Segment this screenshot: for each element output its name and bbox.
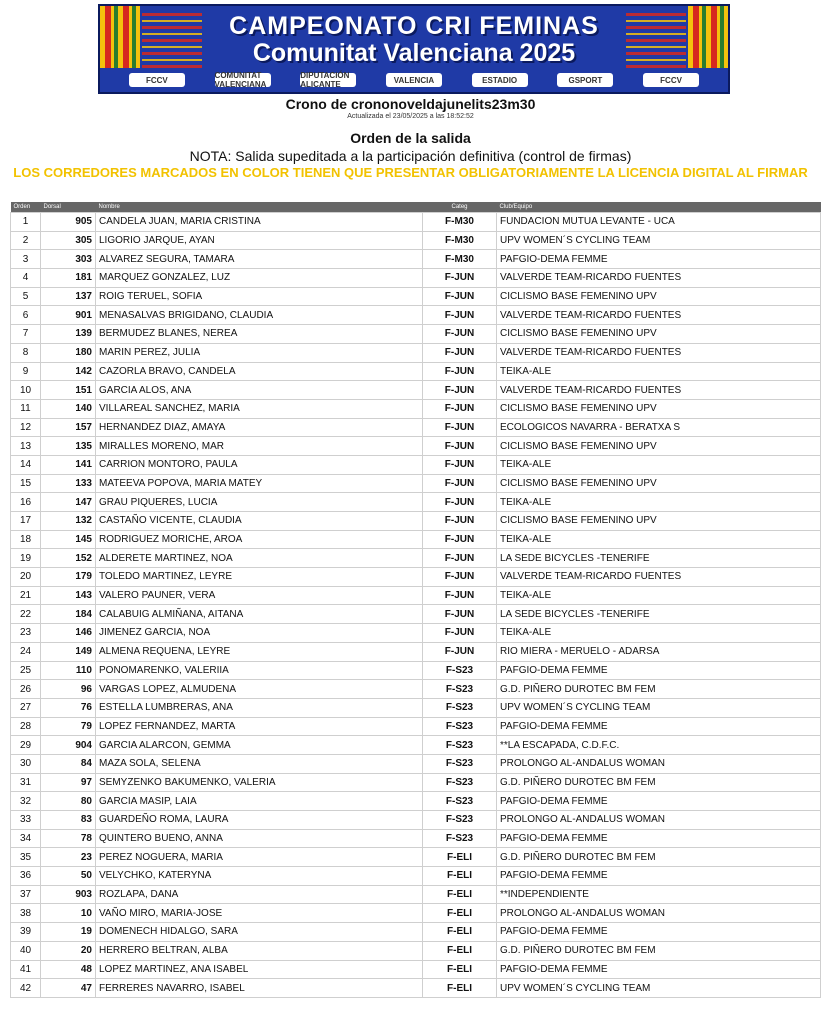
cell-categ: F-JUN <box>423 306 497 325</box>
cell-nombre: CARRION MONTORO, PAULA <box>96 455 423 474</box>
cell-orden: 31 <box>11 773 41 792</box>
cell-club: LA SEDE BICYCLES -TENERIFE <box>497 605 821 624</box>
cell-club: G.D. PIÑERO DUROTEC BM FEM <box>497 848 821 867</box>
table-row <box>11 829 821 848</box>
cell-club: TEIKA-ALE <box>497 624 821 643</box>
cell-nombre: PEREZ NOGUERA, MARIA <box>96 848 423 867</box>
sponsor-bar <box>100 68 728 92</box>
cell-nombre: PONOMARENKO, VALERIIA <box>96 661 423 680</box>
cell-orden: 36 <box>11 867 41 886</box>
cell-club: TEIKA-ALE <box>497 530 821 549</box>
cell-nombre: QUINTERO BUENO, ANNA <box>96 829 423 848</box>
table-row <box>11 736 821 755</box>
table-row <box>11 568 821 587</box>
table-row <box>11 698 821 717</box>
cell-club: **INDEPENDIENTE <box>497 885 821 904</box>
cell-orden: 15 <box>11 474 41 493</box>
table-row <box>11 754 821 773</box>
cell-club: TEIKA-ALE <box>497 362 821 381</box>
cell-categ: F-ELI <box>423 923 497 942</box>
cell-nombre: DOMENECH HIDALGO, SARA <box>96 923 423 942</box>
cell-categ: F-S23 <box>423 811 497 830</box>
cell-dorsal: 47 <box>41 979 96 998</box>
cell-orden: 38 <box>11 904 41 923</box>
cell-nombre: GUARDEÑO ROMA, LAURA <box>96 811 423 830</box>
cell-nombre: ALDERETE MARTINEZ, NOA <box>96 549 423 568</box>
cell-nombre: MARQUEZ GONZALEZ, LUZ <box>96 269 423 288</box>
cell-nombre: HERRERO BELTRAN, ALBA <box>96 941 423 960</box>
cell-orden: 14 <box>11 455 41 474</box>
cell-categ: F-S23 <box>423 754 497 773</box>
table-row <box>11 960 821 979</box>
cell-categ: F-ELI <box>423 867 497 886</box>
cell-nombre: GARCIA MASIP, LAIA <box>96 792 423 811</box>
cell-club: PAFGIO-DEMA FEMME <box>497 923 821 942</box>
table-row <box>11 493 821 512</box>
cell-dorsal: 84 <box>41 754 96 773</box>
cell-club: TEIKA-ALE <box>497 455 821 474</box>
cell-club: PAFGIO-DEMA FEMME <box>497 661 821 680</box>
cell-dorsal: 141 <box>41 455 96 474</box>
cell-nombre: LOPEZ FERNANDEZ, MARTA <box>96 717 423 736</box>
table-row <box>11 773 821 792</box>
cell-club: UPV WOMEN´S CYCLING TEAM <box>497 979 821 998</box>
cell-orden: 42 <box>11 979 41 998</box>
cell-club: PAFGIO-DEMA FEMME <box>497 829 821 848</box>
cell-club: PROLONGO AL-ANDALUS WOMAN <box>497 811 821 830</box>
cell-nombre: VILLAREAL SANCHEZ, MARIA <box>96 399 423 418</box>
cell-orden: 41 <box>11 960 41 979</box>
cell-nombre: CASTAÑO VICENTE, CLAUDIA <box>96 512 423 531</box>
cell-dorsal: 179 <box>41 568 96 587</box>
table-row <box>11 381 821 400</box>
table-row <box>11 306 821 325</box>
cell-orden: 25 <box>11 661 41 680</box>
table-row <box>11 661 821 680</box>
cell-club: G.D. PIÑERO DUROTEC BM FEM <box>497 773 821 792</box>
column-header-dorsal: Dorsal <box>41 202 96 213</box>
cell-dorsal: 139 <box>41 325 96 344</box>
cell-orden: 37 <box>11 885 41 904</box>
table-row <box>11 231 821 250</box>
cell-orden: 28 <box>11 717 41 736</box>
cell-club: VALVERDE TEAM-RICARDO FUENTES <box>497 306 821 325</box>
table-row <box>11 680 821 699</box>
cell-categ: F-M30 <box>423 231 497 250</box>
cell-nombre: VALERO PAUNER, VERA <box>96 586 423 605</box>
cell-orden: 34 <box>11 829 41 848</box>
cell-club: G.D. PIÑERO DUROTEC BM FEM <box>497 680 821 699</box>
cell-orden: 10 <box>11 381 41 400</box>
cell-categ: F-JUN <box>423 437 497 456</box>
cell-club: G.D. PIÑERO DUROTEC BM FEM <box>497 941 821 960</box>
cell-club: PAFGIO-DEMA FEMME <box>497 792 821 811</box>
cell-categ: F-ELI <box>423 960 497 979</box>
cell-orden: 3 <box>11 250 41 269</box>
cell-categ: F-S23 <box>423 661 497 680</box>
cell-categ: F-ELI <box>423 904 497 923</box>
cell-club: UPV WOMEN´S CYCLING TEAM <box>497 698 821 717</box>
sponsor-logo: ESTADIO <box>472 73 528 87</box>
cell-club: PROLONGO AL-ANDALUS WOMAN <box>497 754 821 773</box>
cell-orden: 26 <box>11 680 41 699</box>
cell-nombre: RODRIGUEZ MORICHE, AROA <box>96 530 423 549</box>
table-row <box>11 792 821 811</box>
cell-club: TEIKA-ALE <box>497 586 821 605</box>
cell-club: CICLISMO BASE FEMENINO UPV <box>497 325 821 344</box>
event-banner <box>98 4 730 94</box>
table-row <box>11 586 821 605</box>
cell-dorsal: 143 <box>41 586 96 605</box>
cell-categ: F-S23 <box>423 698 497 717</box>
cell-orden: 39 <box>11 923 41 942</box>
table-row <box>11 455 821 474</box>
table-row <box>11 362 821 381</box>
cell-categ: F-JUN <box>423 343 497 362</box>
cell-categ: F-JUN <box>423 287 497 306</box>
table-row <box>11 474 821 493</box>
table-row <box>11 530 821 549</box>
cell-dorsal: 184 <box>41 605 96 624</box>
cell-orden: 40 <box>11 941 41 960</box>
cell-nombre: CANDELA JUAN, MARIA CRISTINA <box>96 213 423 232</box>
cell-nombre: ESTELLA LUMBRERAS, ANA <box>96 698 423 717</box>
table-row <box>11 811 821 830</box>
cell-orden: 8 <box>11 343 41 362</box>
cell-dorsal: 132 <box>41 512 96 531</box>
cell-orden: 30 <box>11 754 41 773</box>
cell-categ: F-ELI <box>423 941 497 960</box>
cell-club: VALVERDE TEAM-RICARDO FUENTES <box>497 343 821 362</box>
cell-categ: F-JUN <box>423 362 497 381</box>
cell-dorsal: 147 <box>41 493 96 512</box>
cell-dorsal: 305 <box>41 231 96 250</box>
cell-club: **LA ESCAPADA, C.D.F.C. <box>497 736 821 755</box>
cell-orden: 4 <box>11 269 41 288</box>
table-row <box>11 343 821 362</box>
cell-categ: F-JUN <box>423 381 497 400</box>
table-row <box>11 512 821 531</box>
cell-orden: 23 <box>11 624 41 643</box>
sponsor-logo: FCCV <box>129 73 185 87</box>
cell-nombre: MATEEVA POPOVA, MARIA MATEY <box>96 474 423 493</box>
cell-club: PAFGIO-DEMA FEMME <box>497 867 821 886</box>
cell-dorsal: 135 <box>41 437 96 456</box>
cell-categ: F-JUN <box>423 512 497 531</box>
cell-dorsal: 180 <box>41 343 96 362</box>
cell-club: VALVERDE TEAM-RICARDO FUENTES <box>497 269 821 288</box>
cell-dorsal: 140 <box>41 399 96 418</box>
cell-orden: 35 <box>11 848 41 867</box>
cell-orden: 18 <box>11 530 41 549</box>
table-row <box>11 437 821 456</box>
cell-nombre: BERMUDEZ BLANES, NEREA <box>96 325 423 344</box>
column-header-categ: Categ <box>423 202 497 213</box>
table-row <box>11 418 821 437</box>
cell-dorsal: 133 <box>41 474 96 493</box>
cell-orden: 17 <box>11 512 41 531</box>
cell-orden: 29 <box>11 736 41 755</box>
cell-categ: F-S23 <box>423 792 497 811</box>
cell-club: UPV WOMEN´S CYCLING TEAM <box>497 231 821 250</box>
cell-categ: F-JUN <box>423 568 497 587</box>
cell-nombre: GRAU PIQUERES, LUCIA <box>96 493 423 512</box>
cell-orden: 6 <box>11 306 41 325</box>
cell-dorsal: 48 <box>41 960 96 979</box>
cell-dorsal: 97 <box>41 773 96 792</box>
cell-dorsal: 76 <box>41 698 96 717</box>
cell-dorsal: 110 <box>41 661 96 680</box>
cell-nombre: SEMYZENKO BAKUMENKO, VALERIA <box>96 773 423 792</box>
cell-orden: 7 <box>11 325 41 344</box>
cell-orden: 24 <box>11 642 41 661</box>
cell-categ: F-ELI <box>423 885 497 904</box>
cell-nombre: LIGORIO JARQUE, AYAN <box>96 231 423 250</box>
cell-dorsal: 146 <box>41 624 96 643</box>
crono-title: Crono de crononoveldajunelits23m30 <box>285 96 536 112</box>
table-row <box>11 848 821 867</box>
sponsor-logo: FCCV <box>643 73 699 87</box>
sponsor-logo: DIPUTACIÓN ALICANTE <box>300 73 356 87</box>
cell-categ: F-JUN <box>423 530 497 549</box>
cell-dorsal: 50 <box>41 867 96 886</box>
cell-club: CICLISMO BASE FEMENINO UPV <box>497 399 821 418</box>
cell-nombre: VELYCHKO, KATERYNA <box>96 867 423 886</box>
cell-categ: F-JUN <box>423 269 497 288</box>
column-header-orden: Orden <box>11 202 41 213</box>
cell-categ: F-ELI <box>423 848 497 867</box>
note-text: NOTA: Salida supeditada a la participación definitiva (control de firmas) <box>189 148 632 164</box>
cell-club: LA SEDE BICYCLES -TENERIFE <box>497 549 821 568</box>
cell-dorsal: 181 <box>41 269 96 288</box>
cell-nombre: MIRALLES MORENO, MAR <box>96 437 423 456</box>
cell-nombre: VAÑO MIRO, MARIA-JOSE <box>96 904 423 923</box>
cell-club: CICLISMO BASE FEMENINO UPV <box>497 474 821 493</box>
cell-categ: F-JUN <box>423 474 497 493</box>
cell-club: PROLONGO AL-ANDALUS WOMAN <box>497 904 821 923</box>
banner-title-line1: CAMPEONATO CRI FEMINAS <box>229 12 599 40</box>
table-header-row <box>11 202 821 213</box>
table-row <box>11 979 821 998</box>
updated-timestamp: Actualizada el 23/05/2025 a las 18:52:52 <box>347 113 474 120</box>
license-warning: LOS CORREDORES MARCADOS EN COLOR TIENEN QUE PRESENTAR OBLIGATORIAMENTE LA LICENCIA DIGITAL AL FIRMAR <box>13 165 808 180</box>
table-row <box>11 325 821 344</box>
cell-club: PAFGIO-DEMA FEMME <box>497 250 821 269</box>
cell-nombre: CAZORLA BRAVO, CANDELA <box>96 362 423 381</box>
cell-orden: 13 <box>11 437 41 456</box>
table-row <box>11 867 821 886</box>
cell-dorsal: 157 <box>41 418 96 437</box>
cell-dorsal: 96 <box>41 680 96 699</box>
cell-club: RIO MIERA - MERUELO - ADARSA <box>497 642 821 661</box>
cell-dorsal: 80 <box>41 792 96 811</box>
table-row <box>11 605 821 624</box>
cell-club: FUNDACION MUTUA LEVANTE - UCA <box>497 213 821 232</box>
table-row <box>11 399 821 418</box>
cell-orden: 33 <box>11 811 41 830</box>
cell-club: CICLISMO BASE FEMENINO UPV <box>497 287 821 306</box>
table-row <box>11 904 821 923</box>
sponsor-logo: COMUNITAT VALENCIANA <box>215 73 271 87</box>
cell-dorsal: 142 <box>41 362 96 381</box>
cell-orden: 1 <box>11 213 41 232</box>
cell-orden: 16 <box>11 493 41 512</box>
table-row <box>11 941 821 960</box>
cell-dorsal: 904 <box>41 736 96 755</box>
cell-categ: F-JUN <box>423 605 497 624</box>
cell-nombre: ROZLAPA, DANA <box>96 885 423 904</box>
table-row <box>11 885 821 904</box>
cell-categ: F-M30 <box>423 250 497 269</box>
table-row <box>11 923 821 942</box>
table-row <box>11 269 821 288</box>
cell-nombre: GARCIA ALARCON, GEMMA <box>96 736 423 755</box>
cell-dorsal: 78 <box>41 829 96 848</box>
cell-dorsal: 20 <box>41 941 96 960</box>
cell-categ: F-JUN <box>423 493 497 512</box>
cell-dorsal: 79 <box>41 717 96 736</box>
cell-categ: F-JUN <box>423 624 497 643</box>
cell-nombre: ALMENA REQUENA, LEYRE <box>96 642 423 661</box>
cell-nombre: JIMENEZ GARCIA, NOA <box>96 624 423 643</box>
cell-categ: F-JUN <box>423 325 497 344</box>
cell-club: VALVERDE TEAM-RICARDO FUENTES <box>497 381 821 400</box>
cell-categ: F-S23 <box>423 773 497 792</box>
cell-nombre: TOLEDO MARTINEZ, LEYRE <box>96 568 423 587</box>
cell-dorsal: 19 <box>41 923 96 942</box>
cell-categ: F-JUN <box>423 418 497 437</box>
table-row <box>11 213 821 232</box>
cell-orden: 21 <box>11 586 41 605</box>
cell-categ: F-S23 <box>423 717 497 736</box>
table-row <box>11 717 821 736</box>
cell-club: CICLISMO BASE FEMENINO UPV <box>497 512 821 531</box>
cell-categ: F-S23 <box>423 829 497 848</box>
cell-nombre: CALABUIG ALMIÑANA, AITANA <box>96 605 423 624</box>
cell-orden: 12 <box>11 418 41 437</box>
banner-title-line2: Comunitat Valenciana 2025 <box>252 39 576 67</box>
cell-dorsal: 303 <box>41 250 96 269</box>
table-body <box>11 213 821 998</box>
sponsor-logo: VALENCIA <box>386 73 442 87</box>
start-order-heading: Orden de la salida <box>350 130 471 146</box>
sponsor-logo: GSPORT <box>557 73 613 87</box>
cell-orden: 22 <box>11 605 41 624</box>
cell-orden: 27 <box>11 698 41 717</box>
table-row <box>11 642 821 661</box>
cell-nombre: MARIN PEREZ, JULIA <box>96 343 423 362</box>
cell-categ: F-JUN <box>423 642 497 661</box>
cell-nombre: FERRERES NAVARRO, ISABEL <box>96 979 423 998</box>
cell-nombre: MENASALVAS BRIGIDANO, CLAUDIA <box>96 306 423 325</box>
cell-dorsal: 152 <box>41 549 96 568</box>
cell-club: PAFGIO-DEMA FEMME <box>497 717 821 736</box>
cell-club: TEIKA-ALE <box>497 493 821 512</box>
cell-dorsal: 903 <box>41 885 96 904</box>
column-header-club: Club/Equipo <box>497 202 821 213</box>
cell-categ: F-JUN <box>423 586 497 605</box>
table-row <box>11 624 821 643</box>
cell-nombre: LOPEZ MARTINEZ, ANA ISABEL <box>96 960 423 979</box>
cell-nombre: GARCIA ALOS, ANA <box>96 381 423 400</box>
cell-club: CICLISMO BASE FEMENINO UPV <box>497 437 821 456</box>
cell-orden: 2 <box>11 231 41 250</box>
start-list-table <box>10 202 821 998</box>
cell-dorsal: 137 <box>41 287 96 306</box>
cell-dorsal: 10 <box>41 904 96 923</box>
table-row <box>11 287 821 306</box>
cell-club: PAFGIO-DEMA FEMME <box>497 960 821 979</box>
cell-dorsal: 23 <box>41 848 96 867</box>
cell-nombre: HERNANDEZ DIAZ, AMAYA <box>96 418 423 437</box>
cell-categ: F-JUN <box>423 549 497 568</box>
cell-club: ECOLOGICOS NAVARRA - BERATXA S <box>497 418 821 437</box>
table-row <box>11 549 821 568</box>
cell-club: VALVERDE TEAM-RICARDO FUENTES <box>497 568 821 587</box>
cell-categ: F-S23 <box>423 680 497 699</box>
cell-categ: F-M30 <box>423 213 497 232</box>
cell-categ: F-S23 <box>423 736 497 755</box>
cell-nombre: MAZA SOLA, SELENA <box>96 754 423 773</box>
cell-nombre: ALVAREZ SEGURA, TAMARA <box>96 250 423 269</box>
cell-orden: 5 <box>11 287 41 306</box>
table-row <box>11 250 821 269</box>
cell-orden: 19 <box>11 549 41 568</box>
cell-dorsal: 149 <box>41 642 96 661</box>
cell-categ: F-JUN <box>423 399 497 418</box>
cell-dorsal: 83 <box>41 811 96 830</box>
cell-nombre: VARGAS LOPEZ, ALMUDENA <box>96 680 423 699</box>
cell-dorsal: 901 <box>41 306 96 325</box>
cell-orden: 20 <box>11 568 41 587</box>
cell-dorsal: 151 <box>41 381 96 400</box>
cell-dorsal: 145 <box>41 530 96 549</box>
cell-categ: F-ELI <box>423 979 497 998</box>
cell-nombre: ROIG TERUEL, SOFIA <box>96 287 423 306</box>
cell-categ: F-JUN <box>423 455 497 474</box>
cell-orden: 9 <box>11 362 41 381</box>
cell-orden: 11 <box>11 399 41 418</box>
cell-dorsal: 905 <box>41 213 96 232</box>
cell-orden: 32 <box>11 792 41 811</box>
column-header-nombre: Nombre <box>96 202 423 213</box>
